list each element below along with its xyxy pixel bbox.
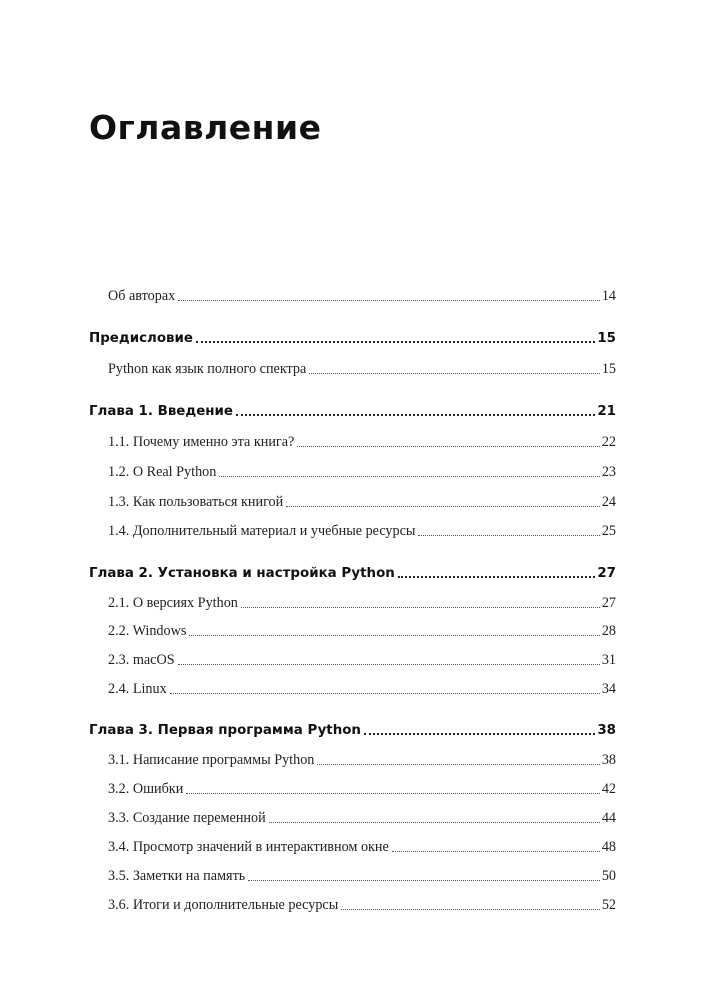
toc-section-entry [108, 752, 616, 769]
toc-entry-page-number: 38 [601, 752, 616, 768]
dot-leader [297, 445, 599, 447]
toc-entry-page-number: 44 [601, 810, 616, 826]
toc-entry-label: 2.2. Windows [108, 623, 187, 639]
dot-leader [341, 908, 600, 910]
dot-leader [392, 850, 600, 852]
toc-section-entry [108, 288, 616, 305]
toc-section-entry [108, 681, 616, 698]
toc-entry-page-number: 38 [597, 723, 616, 738]
toc-section-entry [108, 810, 616, 827]
dot-leader [178, 299, 600, 301]
dot-leader [196, 340, 595, 343]
dot-leader [219, 475, 599, 477]
toc-entry-page-number: 27 [597, 566, 616, 581]
toc-entry-page-number: 34 [601, 681, 616, 697]
toc-entry-page-number: 25 [601, 523, 616, 539]
toc-entry-page-number: 52 [601, 897, 616, 913]
dot-leader [398, 575, 596, 578]
toc-section-entry [108, 839, 616, 856]
toc-entry-page-number: 21 [597, 404, 616, 419]
toc-entry-page-number: 42 [601, 781, 616, 797]
toc-section-entry [108, 595, 616, 612]
toc-section-entry [108, 652, 616, 669]
toc-entry-label: 2.3. macOS [108, 652, 175, 668]
dot-leader [189, 634, 599, 636]
toc-entry-page-number: 50 [601, 868, 616, 884]
page-title: Оглавление [89, 108, 322, 147]
toc-entry-label: 1.1. Почему именно эта книга? [108, 434, 295, 450]
toc-chapter-entry [89, 723, 616, 738]
toc-section-entry [108, 623, 616, 640]
toc-entry-label: 1.3. Как пользоваться книгой [108, 494, 284, 510]
toc-section-entry [108, 494, 616, 511]
toc-section-entry [108, 868, 616, 885]
dot-leader [241, 606, 600, 608]
toc-entry-label: Глава 3. Первая программа Python [89, 723, 361, 738]
dot-leader [364, 732, 595, 735]
toc-entry-page-number: 23 [601, 464, 616, 480]
toc-section-entry [108, 897, 616, 914]
toc-chapter-entry [89, 566, 616, 581]
toc-section-entry [108, 434, 616, 451]
dot-leader [286, 505, 600, 507]
dot-leader [170, 692, 600, 694]
toc-entry-label: Об авторах [108, 288, 176, 304]
toc-entry-label: 1.4. Дополнительный материал и учебные ресурсы [108, 523, 416, 539]
toc-entry-page-number: 14 [601, 288, 616, 304]
toc-entry-label: 3.5. Заметки на память [108, 868, 246, 884]
dot-leader [269, 821, 600, 823]
dot-leader [309, 372, 600, 374]
toc-entry-page-number: 48 [601, 839, 616, 855]
toc-entry-page-number: 28 [601, 623, 616, 639]
toc-entry-page-number: 27 [601, 595, 616, 611]
toc-entry-page-number: 15 [597, 331, 616, 346]
toc-entry-label: 3.2. Ошибки [108, 781, 184, 797]
toc-entry-page-number: 22 [601, 434, 616, 450]
toc-entry-label: Python как язык полного спектра [108, 361, 307, 377]
toc-chapter-entry [89, 404, 616, 419]
toc-entry-page-number: 24 [601, 494, 616, 510]
toc-entry-page-number: 15 [601, 361, 616, 377]
toc-section-entry [108, 781, 616, 798]
toc-entry-label: Глава 2. Установка и настройка Python [89, 566, 395, 581]
dot-leader [178, 663, 600, 665]
dot-leader [248, 879, 600, 881]
toc-entry-label: 2.4. Linux [108, 681, 167, 697]
toc-entry-label: 2.1. О версиях Python [108, 595, 238, 611]
dot-leader [236, 413, 595, 416]
toc-entry-page-number: 31 [601, 652, 616, 668]
toc-entry-label: 3.1. Написание программы Python [108, 752, 315, 768]
toc-entry-label: 3.3. Создание переменной [108, 810, 266, 826]
toc-entry-label: Предисловие [89, 331, 193, 346]
toc-entry-label: 3.6. Итоги и дополнительные ресурсы [108, 897, 339, 913]
toc-section-entry [108, 361, 616, 378]
dot-leader [317, 763, 599, 765]
dot-leader [418, 534, 599, 536]
dot-leader [186, 792, 600, 794]
toc-section-entry [108, 464, 616, 481]
toc-entry-label: 3.4. Просмотр значений в интерактивном окне [108, 839, 389, 855]
toc-entry-label: Глава 1. Введение [89, 404, 233, 419]
toc-entry-label: 1.2. О Real Python [108, 464, 217, 480]
toc-section-entry [108, 523, 616, 540]
toc-chapter-entry [89, 331, 616, 346]
